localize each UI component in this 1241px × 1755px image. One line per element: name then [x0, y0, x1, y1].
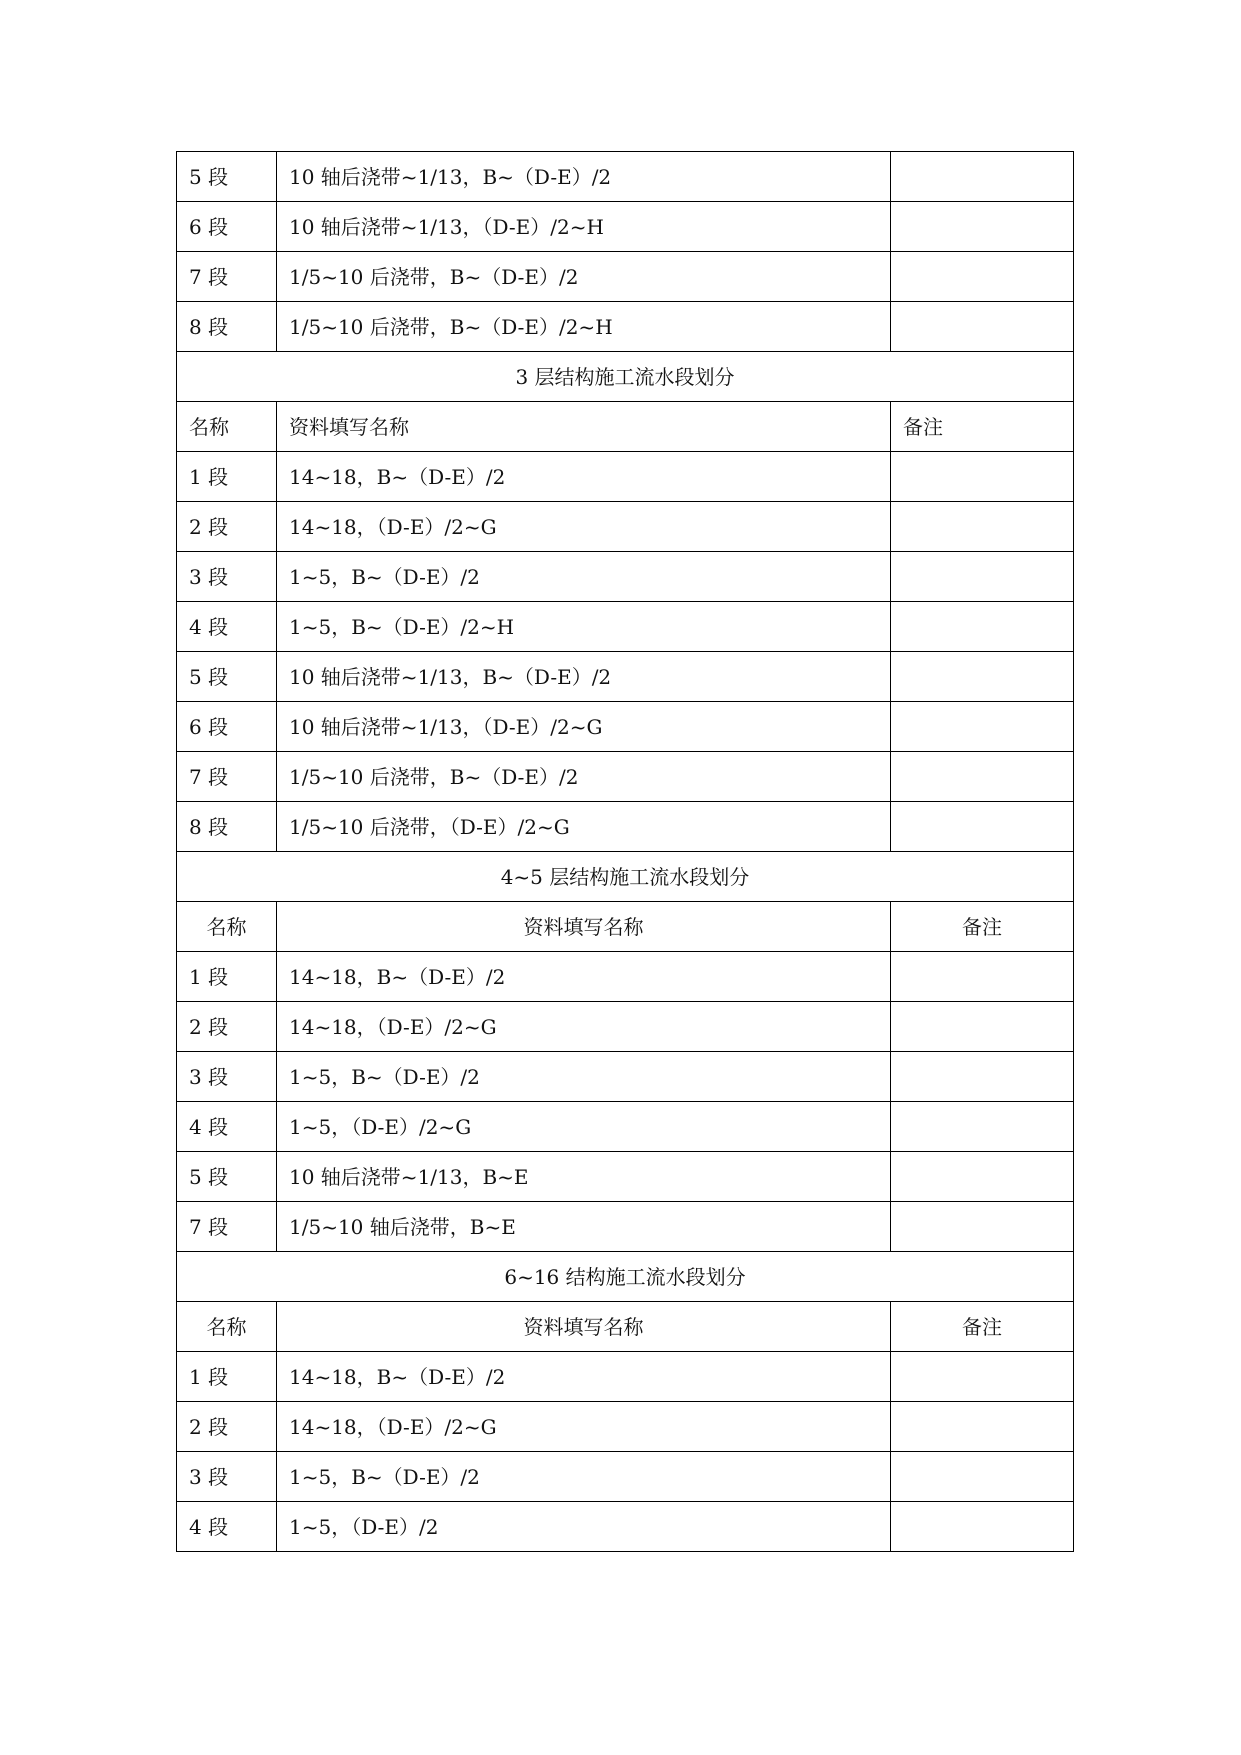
segment-desc-cell: 14~18，（D-E）/2~G: [277, 502, 891, 552]
segment-note-cell: [891, 1002, 1074, 1052]
segment-name-cell: 5 段: [177, 652, 277, 702]
table-row: [177, 1002, 1074, 1052]
table-row: [177, 1052, 1074, 1102]
table-row: [177, 1102, 1074, 1152]
segment-note-cell: [891, 302, 1074, 352]
segment-desc-cell: 14~18，B~（D-E）/2: [277, 952, 891, 1002]
table-row: [177, 152, 1074, 202]
segment-desc-cell: 1~5，（D-E）/2~G: [277, 1102, 891, 1152]
segment-note-cell: [891, 602, 1074, 652]
segment-name-cell: 2 段: [177, 1402, 277, 1452]
segment-name-cell: 1 段: [177, 452, 277, 502]
segment-note-cell: [891, 502, 1074, 552]
segment-name-cell: 4 段: [177, 602, 277, 652]
segment-name-cell: 4 段: [177, 1102, 277, 1152]
segment-desc-cell: 1/5~10 轴后浇带，B~E: [277, 1202, 891, 1252]
segment-desc-cell: 10 轴后浇带~1/13，（D-E）/2~G: [277, 702, 891, 752]
segment-name-cell: 2 段: [177, 1002, 277, 1052]
section-title-row: [177, 352, 1074, 402]
segment-note-cell: [891, 552, 1074, 602]
segment-name-cell: 6 段: [177, 202, 277, 252]
segment-desc-cell: 1~5，B~（D-E）/2: [277, 1452, 891, 1502]
segment-desc-cell: 1~5，（D-E）/2: [277, 1502, 891, 1552]
segment-name-cell: 1 段: [177, 952, 277, 1002]
table-row: [177, 952, 1074, 1002]
segment-note-cell: [891, 1202, 1074, 1252]
construction-segment-table: [176, 151, 1074, 1552]
segment-name-cell: 3 段: [177, 1052, 277, 1102]
segment-desc-cell: 1/5~10 后浇带，B~（D-E）/2: [277, 252, 891, 302]
table-header-row: [177, 1302, 1074, 1352]
section-title: 4~5 层结构施工流水段划分: [177, 852, 1074, 902]
segment-name-cell: 5 段: [177, 152, 277, 202]
segment-name-cell: 8 段: [177, 302, 277, 352]
segment-desc-cell: 10 轴后浇带~1/13，B~（D-E）/2: [277, 152, 891, 202]
segment-desc-cell: 14~18，B~（D-E）/2: [277, 1352, 891, 1402]
header-note-cell: 备注: [891, 402, 1074, 452]
segment-name-cell: 7 段: [177, 252, 277, 302]
header-desc-cell: 资料填写名称: [277, 902, 891, 952]
table-row: [177, 1202, 1074, 1252]
table-row: [177, 302, 1074, 352]
table-header-row: [177, 402, 1074, 452]
section-title-row: [177, 852, 1074, 902]
segment-name-cell: 8 段: [177, 802, 277, 852]
segment-note-cell: [891, 1502, 1074, 1552]
table-row: [177, 1402, 1074, 1452]
segment-note-cell: [891, 1102, 1074, 1152]
segment-name-cell: 7 段: [177, 752, 277, 802]
table-row: [177, 252, 1074, 302]
segment-note-cell: [891, 1452, 1074, 1502]
segment-desc-cell: 10 轴后浇带~1/13，B~E: [277, 1152, 891, 1202]
segment-note-cell: [891, 152, 1074, 202]
segment-note-cell: [891, 452, 1074, 502]
segment-name-cell: 4 段: [177, 1502, 277, 1552]
segment-name-cell: 1 段: [177, 1352, 277, 1402]
segment-desc-cell: 1~5，B~（D-E）/2: [277, 1052, 891, 1102]
table-row: [177, 802, 1074, 852]
section-title-row: [177, 1252, 1074, 1302]
segment-desc-cell: 1~5，B~（D-E）/2~H: [277, 602, 891, 652]
segment-name-cell: 3 段: [177, 1452, 277, 1502]
table-header-row: [177, 902, 1074, 952]
table-row: [177, 552, 1074, 602]
segment-note-cell: [891, 702, 1074, 752]
segment-note-cell: [891, 752, 1074, 802]
header-note-cell: 备注: [891, 1302, 1074, 1352]
table-row: [177, 602, 1074, 652]
table-row: [177, 1352, 1074, 1402]
segment-desc-cell: 14~18，（D-E）/2~G: [277, 1402, 891, 1452]
segment-note-cell: [891, 202, 1074, 252]
segment-desc-cell: 10 轴后浇带~1/13，B~（D-E）/2: [277, 652, 891, 702]
segment-note-cell: [891, 802, 1074, 852]
table-body: [177, 152, 1074, 1552]
segment-note-cell: [891, 652, 1074, 702]
segment-note-cell: [891, 1352, 1074, 1402]
segment-desc-cell: 1~5，B~（D-E）/2: [277, 552, 891, 602]
header-desc-cell: 资料填写名称: [277, 402, 891, 452]
table-row: [177, 202, 1074, 252]
header-name-cell: 名称: [177, 402, 277, 452]
segment-name-cell: 7 段: [177, 1202, 277, 1252]
header-desc-cell: 资料填写名称: [277, 1302, 891, 1352]
segment-name-cell: 6 段: [177, 702, 277, 752]
segment-note-cell: [891, 1402, 1074, 1452]
header-name-cell: 名称: [177, 902, 277, 952]
segment-desc-cell: 1/5~10 后浇带，B~（D-E）/2~H: [277, 302, 891, 352]
segment-desc-cell: 1/5~10 后浇带，（D-E）/2~G: [277, 802, 891, 852]
segment-desc-cell: 14~18，B~（D-E）/2: [277, 452, 891, 502]
segment-note-cell: [891, 252, 1074, 302]
table-row: [177, 452, 1074, 502]
table-row: [177, 752, 1074, 802]
segment-desc-cell: 14~18，（D-E）/2~G: [277, 1002, 891, 1052]
table-row: [177, 502, 1074, 552]
segment-desc-cell: 10 轴后浇带~1/13，（D-E）/2~H: [277, 202, 891, 252]
table-row: [177, 702, 1074, 752]
segment-name-cell: 5 段: [177, 1152, 277, 1202]
section-title: 6~16 结构施工流水段划分: [177, 1252, 1074, 1302]
segment-note-cell: [891, 1152, 1074, 1202]
table-row: [177, 1452, 1074, 1502]
segment-note-cell: [891, 952, 1074, 1002]
segment-name-cell: 3 段: [177, 552, 277, 602]
header-note-cell: 备注: [891, 902, 1074, 952]
table-row: [177, 1152, 1074, 1202]
table-row: [177, 652, 1074, 702]
segment-desc-cell: 1/5~10 后浇带，B~（D-E）/2: [277, 752, 891, 802]
header-name-cell: 名称: [177, 1302, 277, 1352]
section-title: 3 层结构施工流水段划分: [177, 352, 1074, 402]
table-row: [177, 1502, 1074, 1552]
segment-note-cell: [891, 1052, 1074, 1102]
segment-name-cell: 2 段: [177, 502, 277, 552]
